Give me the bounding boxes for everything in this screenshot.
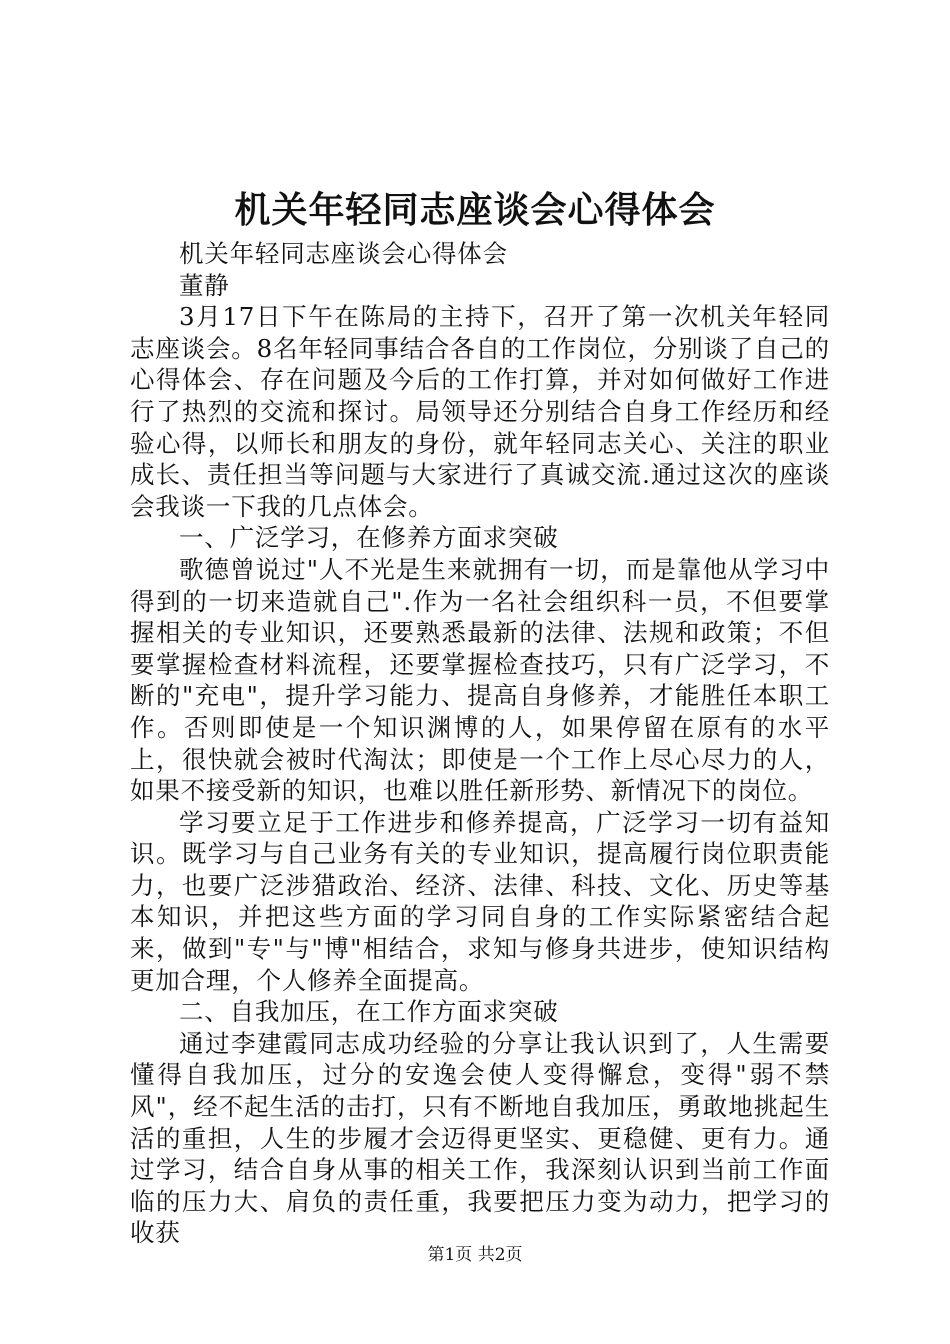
document-body xyxy=(130,238,830,1249)
body-paragraph: 歌德曾说过"人不光是生来就拥有一切，而是靠他从学习中得到的一切来造就自己".作为一名社会组织科一员，不但要掌握相关的专业知识，还要熟悉最新的法律、法规和政策；不但要掌握检查材料流程，还要掌握检查技巧，只有广泛学习，不断的"充电"，提升学习能力、提高自身修养，才能胜任本职工作。否则即使是一个知识渊博的人，如果停留在原有的水平上，很快就会被时代淘汰；即使是一个工作上尽心尽力的人，如果不接受新的知识，也难以胜任新形势、新情况下的岗位。 xyxy=(130,554,830,806)
body-paragraph: 学习要立足于工作进步和修养提高，广泛学习一切有益知识。既学习与自己业务有关的专业知识，提高履行岗位职责能力，也要广泛涉猎政治、经济、法律、科技、文化、历史等基本知识，并把这些方面的学习同自身的工作实际紧密结合起来，做到"专"与"博"相结合，求知与修身共进步，使知识结构更加合理，个人修养全面提高。 xyxy=(130,807,830,995)
section-heading-1: 一、广泛学习，在修养方面求突破 xyxy=(179,523,559,553)
intro-paragraph: 3月17日下午在陈局的主持下，召开了第一次机关年轻同志座谈会。8名年轻同事结合各自的工作岗位，分别谈了自己的心得体会、存在问题及今后的工作打算，并对如何做好工作进行了热烈的交流和探讨。局领导还分别结合自身工作经历和经验心得，以师长和朋友的身份，就年轻同志关心、关注的职业成长、责任担当等问题与大家进行了真诚交流.通过这次的座谈会我谈一下我的几点体会。 xyxy=(130,302,830,521)
author-paragraph: 董静 xyxy=(179,270,230,300)
section-heading-2: 二、自我加压，在工作方面求突破 xyxy=(179,997,559,1027)
document-title: 机关年轻同志座谈会心得体会 xyxy=(234,189,716,231)
subtitle-paragraph: 机关年轻同志座谈会心得体会 xyxy=(179,239,508,268)
page-footer: 第1页 共2页 xyxy=(427,1245,523,1265)
body-paragraph: 通过李建霞同志成功经验的分享让我认识到了，人生需要懂得自我加压，过分的安逸会使人变得懈怠，变得"弱不禁风"，经不起生活的击打，只有不断地自我加压，勇敢地挑起生活的重担，人生的步履才会迈得更坚实、更稳健、更有力。通过学习，结合自身从事的相关工作，我深刻认识到当前工作面临的压力大、肩负的责任重，我要把压力变为动力，把学习的收获 xyxy=(130,1028,830,1248)
